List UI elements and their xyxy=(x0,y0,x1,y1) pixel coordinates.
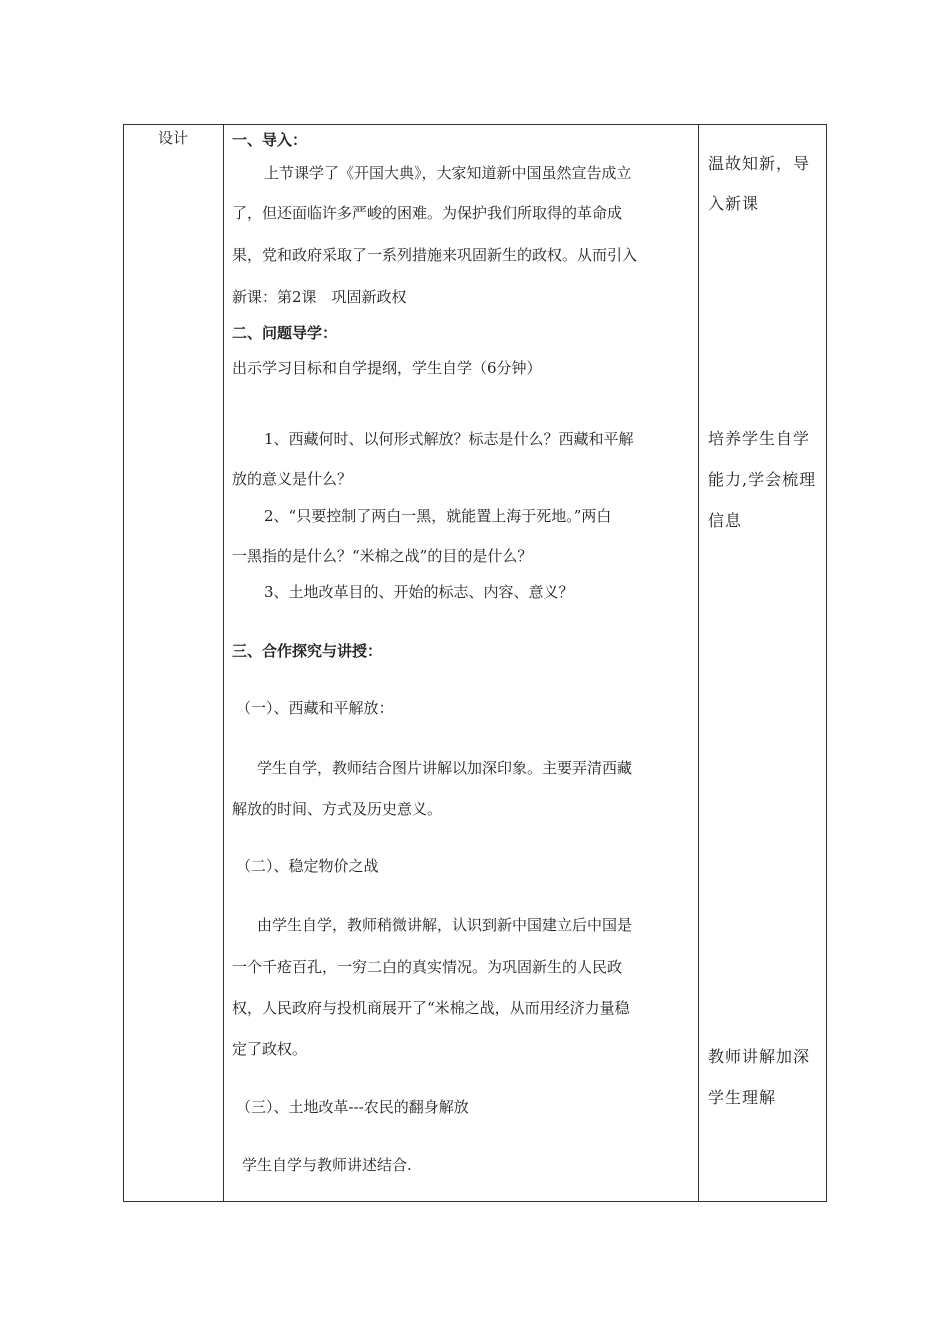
column-divider-left xyxy=(223,125,224,1201)
intro-line-4: 新课：第2课 巩固新政权 xyxy=(232,288,407,306)
column-divider-right xyxy=(698,125,699,1201)
subsection-2-line-3: 权，人民政府与投机商展开了“米棉之战，从而用经济力量稳 xyxy=(232,999,630,1017)
note-1-line-1: 温故知新，导 xyxy=(708,154,811,173)
subsection-3-text: 学生自学与教师讲述结合. xyxy=(242,1156,412,1174)
question-1-line-2: 放的意义是什么？ xyxy=(232,470,353,488)
note-3-line-1: 教师讲解加深 xyxy=(708,1047,811,1066)
note-2-line-2: 能力,学会梳理 xyxy=(708,470,817,489)
subsection-2-line-2: 一个千疮百孔，一穷二白的真实情况。为巩固新生的人民政 xyxy=(232,958,623,976)
subsection-2-title: （二）、稳定物价之战 xyxy=(236,857,379,875)
note-2-line-3: 信息 xyxy=(708,511,743,530)
lesson-table xyxy=(123,124,827,1202)
section-heading-explore: 三、合作探究与讲授： xyxy=(232,642,383,660)
section-heading-intro: 一、导入： xyxy=(232,131,308,149)
design-label: 设计 xyxy=(158,129,189,147)
subsection-2-line-4: 定了政权。 xyxy=(232,1040,308,1058)
subsection-1-line-1: 学生自学，教师结合图片讲解以加深印象。主要弄清西藏 xyxy=(257,759,633,777)
question-2-line-1: 2、“只要控制了两白一黑，就能置上海于死地。”两白 xyxy=(264,507,612,525)
question-2-line-2: 一黑指的是什么？“米棉之战”的目的是什么？ xyxy=(232,547,533,565)
subsection-1-line-2: 解放的时间、方式及历史意义。 xyxy=(232,800,443,818)
subsection-1-title: （一）、西藏和平解放： xyxy=(236,699,394,717)
questions-intro: 出示学习目标和自学提纲，学生自学（6分钟） xyxy=(232,359,542,377)
question-3: 3、土地改革目的、开始的标志、内容、意义？ xyxy=(264,583,574,601)
intro-line-1: 上节课学了《开国大典》，大家知道新中国虽然宣告成立 xyxy=(264,164,632,182)
intro-line-3: 果，党和政府采取了一系列措施来巩固新生的政权。从而引入 xyxy=(232,246,638,264)
note-3-line-2: 学生理解 xyxy=(708,1088,777,1107)
section-heading-questions: 二、问题导学： xyxy=(232,324,338,342)
question-1-line-1: 1、西藏何时、以何形式解放？标志是什么？西藏和平解 xyxy=(264,430,634,448)
note-1-line-2: 入新课 xyxy=(708,194,760,213)
subsection-2-line-1: 由学生自学，教师稍微讲解，认识到新中国建立后中国是 xyxy=(257,916,633,934)
subsection-3-title: （三）、土地改革---农民的翻身解放 xyxy=(236,1098,469,1116)
intro-line-2: 了，但还面临许多严峻的困难。为保护我们所取得的革命成 xyxy=(232,204,623,222)
note-2-line-1: 培养学生自学 xyxy=(708,429,811,448)
